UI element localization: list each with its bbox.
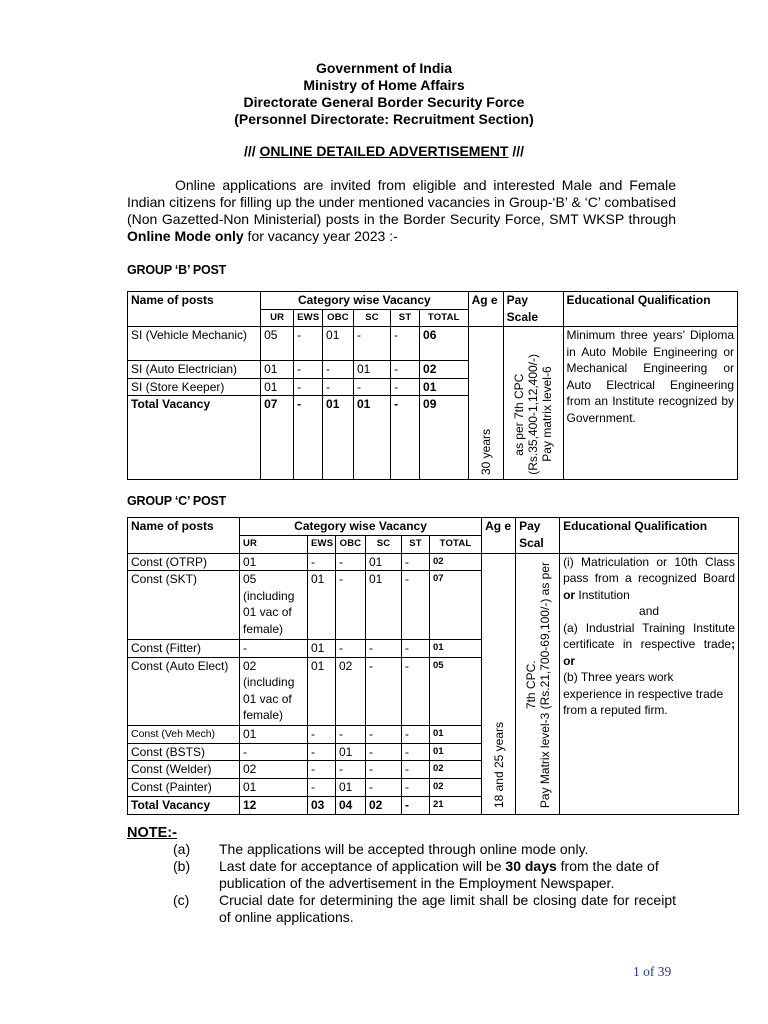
cell-sc: -: [366, 761, 402, 779]
col-header-qualification: Educational Qualification: [563, 292, 738, 327]
note-text-a: Crucial date for determining the age limit shall be closing date for receipt of online applications.: [219, 892, 676, 925]
total-sc: 02: [366, 797, 402, 815]
post-name: Const (Welder): [128, 761, 240, 779]
cell-total: 02: [430, 779, 482, 797]
qual-text: (a) Industrial Training Institute certificate in respective trade: [563, 620, 736, 652]
cell-total: 02: [430, 553, 482, 571]
note-text-a: Last date for acceptance of application will be: [219, 858, 506, 874]
note-text-a: The applications will be accepted through online mode only.: [219, 841, 589, 857]
cell-obc: -: [336, 639, 366, 657]
total-st: -: [391, 396, 420, 480]
cell-ews: -: [294, 361, 323, 379]
note-bold: 30 days: [505, 858, 557, 874]
cell-sc: 01: [366, 571, 402, 639]
col-header-pay: Pay Scale: [503, 292, 563, 327]
cell-ur: 01: [240, 779, 308, 797]
qualification-cell: Minimum three years’ Diploma in Auto Mobile Engineering or Mechanical Engineering or Auto Electrical Engineering from an Institute recognized by Government.: [563, 327, 738, 480]
col-header-category: Category wise Vacancy: [261, 292, 468, 310]
qualification-item-2: [563, 620, 735, 670]
col-header-age: Ag e: [482, 518, 516, 554]
cell-obc: 01: [336, 743, 366, 761]
pay-line-1: Pay Matrix level-3 (Rs.21,700-69,100/-) as per: [537, 561, 552, 808]
age-text: 18 and 25 years: [491, 721, 506, 808]
total-st: -: [402, 797, 430, 815]
intro-text-end: for vacancy year 2023 :-: [243, 228, 398, 244]
subheader-total: TOTAL: [420, 309, 469, 327]
header-line-directorate: Directorate General Border Security Force: [243, 94, 525, 110]
note-label: (c): [173, 892, 190, 908]
post-name: Const (OTRP): [128, 553, 240, 571]
table-row: [128, 553, 739, 571]
cell-ews: 01: [308, 571, 336, 639]
advertisement-title: [0, 143, 768, 159]
post-name: Const (Painter): [128, 779, 240, 797]
col-header-pay: Pay Scal: [516, 518, 560, 554]
cell-ur: 01: [240, 725, 308, 743]
page-number: 1 of 39: [633, 964, 672, 979]
cell-sc: -: [353, 378, 390, 396]
cell-ews: -: [308, 761, 336, 779]
subheader-ews: EWS: [308, 535, 336, 553]
subheader-sc: SC: [366, 535, 402, 553]
cell-ur: 05: [261, 327, 294, 361]
note-text: [219, 841, 676, 858]
post-name: Const (Fitter): [128, 639, 240, 657]
note-text: [219, 858, 676, 892]
cell-sc: -: [366, 779, 402, 797]
cell-total: 06: [420, 327, 469, 361]
total-ews: -: [294, 396, 323, 480]
cell-st: -: [391, 378, 420, 396]
note-label: (a): [173, 841, 191, 857]
subheader-ur: UR: [240, 535, 308, 553]
note-heading: NOTE:-: [127, 825, 177, 841]
notes-list: [127, 841, 676, 926]
qualification-item-1: [563, 554, 735, 604]
cell-sc: -: [366, 657, 402, 725]
col-header-name: Name of posts: [128, 518, 240, 554]
cell-total: 05: [430, 657, 482, 725]
pay-cell: [516, 553, 560, 814]
cell-ews: -: [294, 378, 323, 396]
header-line-government: Government of India: [315, 60, 453, 76]
subheader-total: TOTAL: [430, 535, 482, 553]
note-text-b: from the date of publication of the advertisement in the Employment Newspaper.: [219, 858, 659, 891]
cell-st: -: [402, 725, 430, 743]
cell-st: -: [402, 553, 430, 571]
cell-sc: -: [353, 327, 390, 361]
cell-sc: -: [366, 743, 402, 761]
pay-line-2: (Rs.35,400-1,12,400/-): [526, 354, 541, 475]
cell-obc: -: [336, 725, 366, 743]
group-c-table: [127, 517, 739, 815]
subheader-ur: UR: [261, 309, 294, 327]
subheader-sc: SC: [353, 309, 390, 327]
cell-sc: 01: [366, 553, 402, 571]
cell-total: 02: [430, 761, 482, 779]
title-text: ONLINE DETAILED ADVERTISEMENT: [259, 143, 509, 159]
col-header-age: Ag e: [468, 292, 503, 327]
cell-ews: -: [308, 779, 336, 797]
cell-ews: 01: [308, 657, 336, 725]
age-cell: [468, 327, 503, 480]
pay-line-1: Pay matrix level-6: [540, 366, 555, 463]
note-item: [127, 841, 676, 858]
total-total: 09: [420, 396, 469, 480]
note-item: [127, 858, 676, 892]
cell-obc: 01: [323, 327, 354, 361]
cell-ur: -: [240, 639, 308, 657]
cell-ews: -: [294, 327, 323, 361]
note-item: [127, 892, 676, 926]
cell-st: -: [402, 761, 430, 779]
cell-ur: 01: [261, 378, 294, 396]
cell-obc: -: [336, 553, 366, 571]
cell-st: -: [402, 657, 430, 725]
subheader-st: ST: [391, 309, 420, 327]
qual-text: Institution: [575, 587, 630, 602]
cell-obc: -: [323, 378, 354, 396]
qual-bold: or: [563, 587, 576, 602]
cell-st: -: [402, 779, 430, 797]
pay-line-2: 7th CPC.: [523, 660, 538, 710]
title-prefix: ///: [243, 143, 256, 159]
post-name: Const (Veh Mech): [128, 725, 240, 743]
cell-ur: 02: [240, 761, 308, 779]
subheader-obc: OBC: [323, 309, 354, 327]
qual-bold: ; or: [563, 637, 736, 668]
total-total: 21: [430, 797, 482, 815]
post-name: SI (Store Keeper): [128, 378, 261, 396]
cell-total: 07: [430, 571, 482, 639]
cell-obc: 02: [336, 657, 366, 725]
total-ews: 03: [308, 797, 336, 815]
pay-cell: [503, 327, 563, 480]
cell-st: -: [402, 743, 430, 761]
note-label: (b): [173, 858, 191, 874]
total-sc: 01: [353, 396, 390, 480]
cell-ur: -: [240, 743, 308, 761]
title-suffix: ///: [512, 143, 525, 159]
intro-text: Online applications are invited from eligible and interested Male and Female Indian citizens for filling up the under mentioned vacancies in Group-‘B’ & ‘C’ combatised (Non Gazetted-Non Ministerial) posts in the Border Security Force, SMT WKSP through: [127, 177, 676, 227]
subheader-ews: EWS: [294, 309, 323, 327]
post-name: SI (Vehicle Mechanic): [128, 327, 261, 361]
intro-paragraph: [127, 177, 676, 245]
note-text: [219, 892, 676, 926]
age-text: 30 years: [478, 428, 493, 475]
col-header-qualification: Educational Qualification: [560, 518, 739, 554]
qualification-and: and: [639, 604, 660, 619]
cell-st: -: [402, 571, 430, 639]
qualification-item-3: (b) Three years work experience in respective trade from a reputed firm.: [563, 670, 724, 718]
cell-total: 01: [430, 743, 482, 761]
total-ur: 12: [240, 797, 308, 815]
pay-text-group: [516, 562, 559, 808]
post-name: Const (Auto Elect): [128, 657, 240, 725]
cell-sc: -: [366, 639, 402, 657]
total-label: Total Vacancy: [128, 797, 240, 815]
cell-total: 01: [420, 378, 469, 396]
cell-ur: 01: [240, 553, 308, 571]
cell-st: -: [402, 639, 430, 657]
cell-ews: 01: [308, 639, 336, 657]
cell-ews: -: [308, 743, 336, 761]
cell-obc: -: [336, 761, 366, 779]
pay-line-3: as per 7th CPC: [512, 373, 527, 456]
total-obc: 01: [323, 396, 354, 480]
subheader-st: ST: [402, 535, 430, 553]
header-line-ministry: Ministry of Home Affairs: [303, 77, 465, 93]
total-ur: 07: [261, 396, 294, 480]
qual-text: (i) Matriculation or 10th Class pass from a recognized Board: [563, 554, 736, 586]
total-label: Total Vacancy: [128, 396, 261, 480]
post-name: Const (BSTS): [128, 743, 240, 761]
cell-sc: -: [366, 725, 402, 743]
cell-total: 02: [420, 361, 469, 379]
pay-text-group: [504, 354, 563, 475]
cell-ews: -: [308, 725, 336, 743]
cell-total: 01: [430, 639, 482, 657]
table-row: [128, 327, 738, 361]
cell-sc: 01: [353, 361, 390, 379]
post-name: SI (Auto Electrician): [128, 361, 261, 379]
total-obc: 04: [336, 797, 366, 815]
age-cell: [482, 553, 516, 814]
cell-obc: -: [336, 571, 366, 639]
cell-st: -: [391, 361, 420, 379]
qualification-cell: [560, 553, 739, 814]
col-header-name: Name of posts: [128, 292, 261, 327]
header-line-section: (Personnel Directorate: Recruitment Section): [234, 111, 534, 127]
col-header-category: Category wise Vacancy: [240, 518, 482, 536]
subheader-obc: OBC: [336, 535, 366, 553]
cell-ews: -: [308, 553, 336, 571]
group-c-heading: GROUP ‘C’ POST: [127, 494, 227, 508]
document-header: [0, 60, 768, 128]
cell-ur: 01: [261, 361, 294, 379]
cell-st: -: [391, 327, 420, 361]
intro-bold: Online Mode only: [127, 228, 244, 244]
post-name: Const (SKT): [128, 571, 240, 639]
cell-ur: 05 (including 01 vac of female): [240, 571, 308, 639]
cell-obc: 01: [336, 779, 366, 797]
cell-total: 01: [430, 725, 482, 743]
cell-ur: 02 (including 01 vac of female): [240, 657, 308, 725]
cell-obc: -: [323, 361, 354, 379]
group-b-table: [127, 291, 738, 480]
group-b-heading: GROUP ‘B’ POST: [127, 263, 227, 277]
